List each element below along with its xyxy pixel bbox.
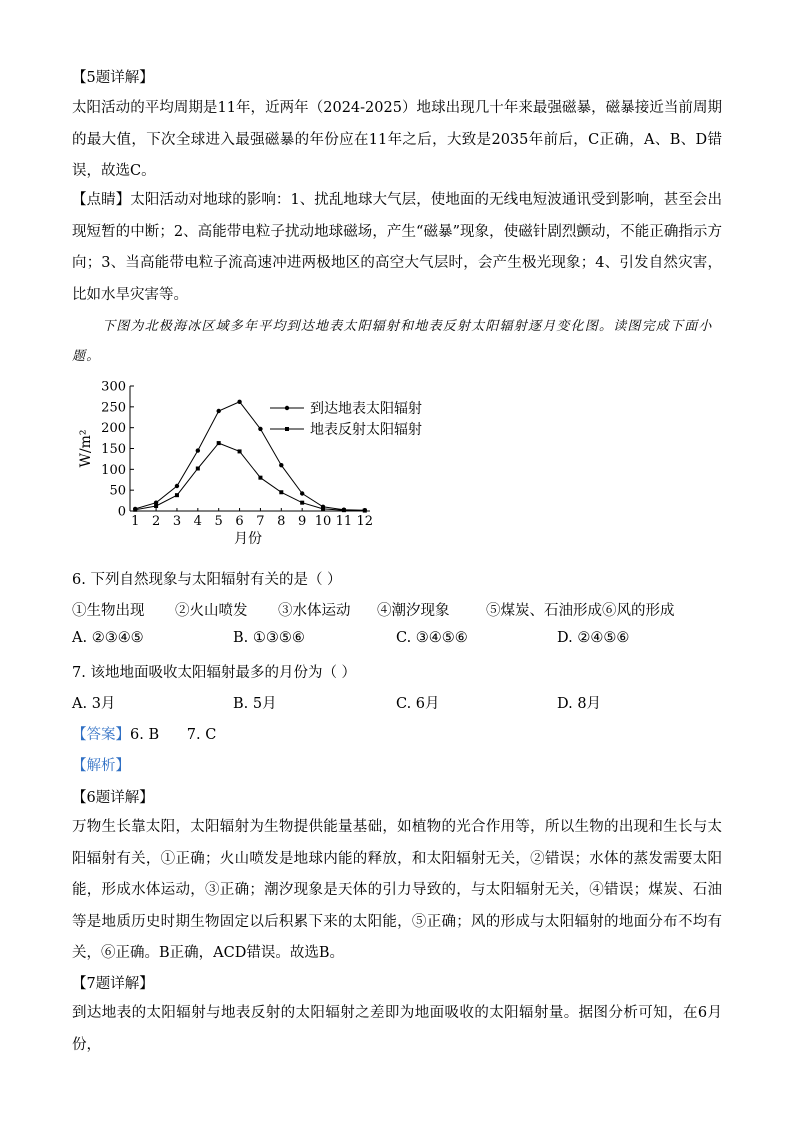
y-tick-label: 300 <box>101 379 126 395</box>
x-tick-label: 3 <box>172 514 182 529</box>
x-tick-label: 5 <box>214 514 223 529</box>
q6-detail-text: 万物生长靠太阳，太阳辐射为生物提供能量基础，如植物的光合作用等，所以生物的出现和生长与太阳辐射有关，①正确；火山喷发是地球内能的释放，和太阳辐射无关，②错误；水体的蒸发需要太阳能，形成水体运动，③正确；潮汐现象是天体的引力导致的，与太阳辐射无关，④错误；煤炭、石油等是地质历史时期生物固定以后积累下来的太阳能，⑤正确；风的形成与太阳辐射的地面分布不均有关，⑥正确。B正确，ACD错误。故选B。 <box>72 819 722 961</box>
q7-option-b: B. 5月 <box>233 696 277 712</box>
radiation-line-chart <box>70 375 450 550</box>
series-2-point <box>342 508 346 512</box>
y-tick-label: 100 <box>101 462 126 478</box>
x-tick-label: 7 <box>256 514 265 529</box>
q7-option-d: D. 8月 <box>557 696 602 712</box>
q6-item-5: ⑤煤炭、石油形成⑥风的形成 <box>486 603 675 619</box>
series-line-1 <box>135 402 365 510</box>
series-2-point <box>175 493 179 497</box>
y-axis-label: W/m² <box>78 429 94 468</box>
series-2-point <box>196 467 200 471</box>
chart-intro: 下图为北极海冰区域多年平均到达地表太阳辐射和地表反射太阳辐射逐月变化图。读图完成下面小题。 <box>72 319 713 364</box>
series-1-point <box>258 427 262 431</box>
y-tick-label: 50 <box>109 483 126 499</box>
series-2-point <box>238 449 242 453</box>
series-1-point <box>196 448 200 452</box>
series-1-point <box>237 400 241 404</box>
analysis-label: 【解析】 <box>72 758 130 774</box>
q7-option-c: C. 6月 <box>396 696 440 712</box>
x-tick-label: 1 <box>131 514 140 529</box>
x-tick-label: 4 <box>193 514 202 529</box>
answer-value: 6. B 7. C <box>130 727 217 743</box>
series-2-point <box>133 508 137 512</box>
legend-marker-1 <box>285 406 289 410</box>
series-2-point <box>154 504 158 508</box>
series-1-point <box>279 463 283 467</box>
y-tick-label: 0 <box>117 504 126 520</box>
x-tick-label: 9 <box>298 514 307 529</box>
series-2-point <box>217 441 221 445</box>
legend-marker-2 <box>285 427 289 431</box>
q6-option-b: B. ①③⑤⑥ <box>233 630 305 646</box>
q6-item-4: ④潮汐现象 <box>377 603 450 619</box>
q6-item-1: ①生物出现 <box>72 603 145 619</box>
answer-label: 【答案】 <box>72 727 130 743</box>
q6-detail-heading: 【6题详解】 <box>72 790 154 806</box>
series-1-point <box>300 491 304 495</box>
q5-explanation: 太阳活动的平均周期是11年，近两年（2024-2025）地球出现几十年来最强磁暴，磁暴接近当前周期的最大值，下次全球进入最强磁暴的年份应在11年之后，大致是2035年前后，C正确，A、B、D错误，故选C。 <box>72 100 722 179</box>
y-tick-label: 150 <box>101 442 126 457</box>
series-line-2 <box>135 443 365 511</box>
answer-line <box>72 723 216 744</box>
q6-item-3: ③水体运动 <box>278 603 351 619</box>
series-2-point <box>321 507 325 511</box>
q6-item-2: ②火山喷发 <box>175 603 248 619</box>
series-2-point <box>258 476 262 480</box>
q6-option-c: C. ③④⑤⑥ <box>396 630 468 646</box>
q6-option-d: D. ②④⑤⑥ <box>557 630 630 646</box>
series-1-point <box>216 409 220 413</box>
x-axis-label: 月份 <box>234 531 262 547</box>
q7-option-a: A. 3月 <box>72 696 116 712</box>
q6-option-a: A. ②③④⑤ <box>72 630 144 646</box>
q7-detail-heading: 【7题详解】 <box>72 976 154 992</box>
x-tick-label: 11 <box>335 514 353 529</box>
series-1-point <box>175 484 179 488</box>
q7-stem: 7. 该地地面吸收太阳辐射最多的月份为（ ） <box>72 665 357 681</box>
series-2-point <box>279 490 283 494</box>
x-tick-label: 12 <box>356 514 374 529</box>
q5-tip: 【点睛】太阳活动对地球的影响：1、扰乱地球大气层，使地面的无线电短波通讯受到影响，甚至会出现短暂的中断；2、高能带电粒子扰动地球磁场，产生“磁暴”现象，使磁针剧烈颤动，不能正确指示方向；3、当高能带电粒子流高速冲进两极地区的高空大气层时，会产生极光现象；4、引发自然灾害，比如水旱灾害等。 <box>72 192 722 303</box>
y-tick-label: 200 <box>101 421 126 437</box>
q6-stem: 6. 下列自然现象与太阳辐射有关的是（ ） <box>72 572 342 588</box>
q7-detail-text: 到达地表的太阳辐射与地表反射的太阳辐射之差即为地面吸收的太阳辐射量。据图分析可知，在6月份， <box>72 1005 722 1053</box>
x-tick-label: 10 <box>314 514 332 529</box>
legend-label-2: 地表反射太阳辐射 <box>310 422 422 438</box>
x-tick-label: 6 <box>235 514 244 529</box>
series-2-point <box>300 501 304 505</box>
x-tick-label: 2 <box>151 514 161 529</box>
q5-detail-heading: 【5题详解】 <box>72 70 154 86</box>
legend-label-1: 到达地表太阳辐射 <box>310 401 422 417</box>
y-tick-label: 250 <box>101 400 126 416</box>
x-tick-label: 8 <box>277 514 286 529</box>
series-2-point <box>363 509 367 513</box>
